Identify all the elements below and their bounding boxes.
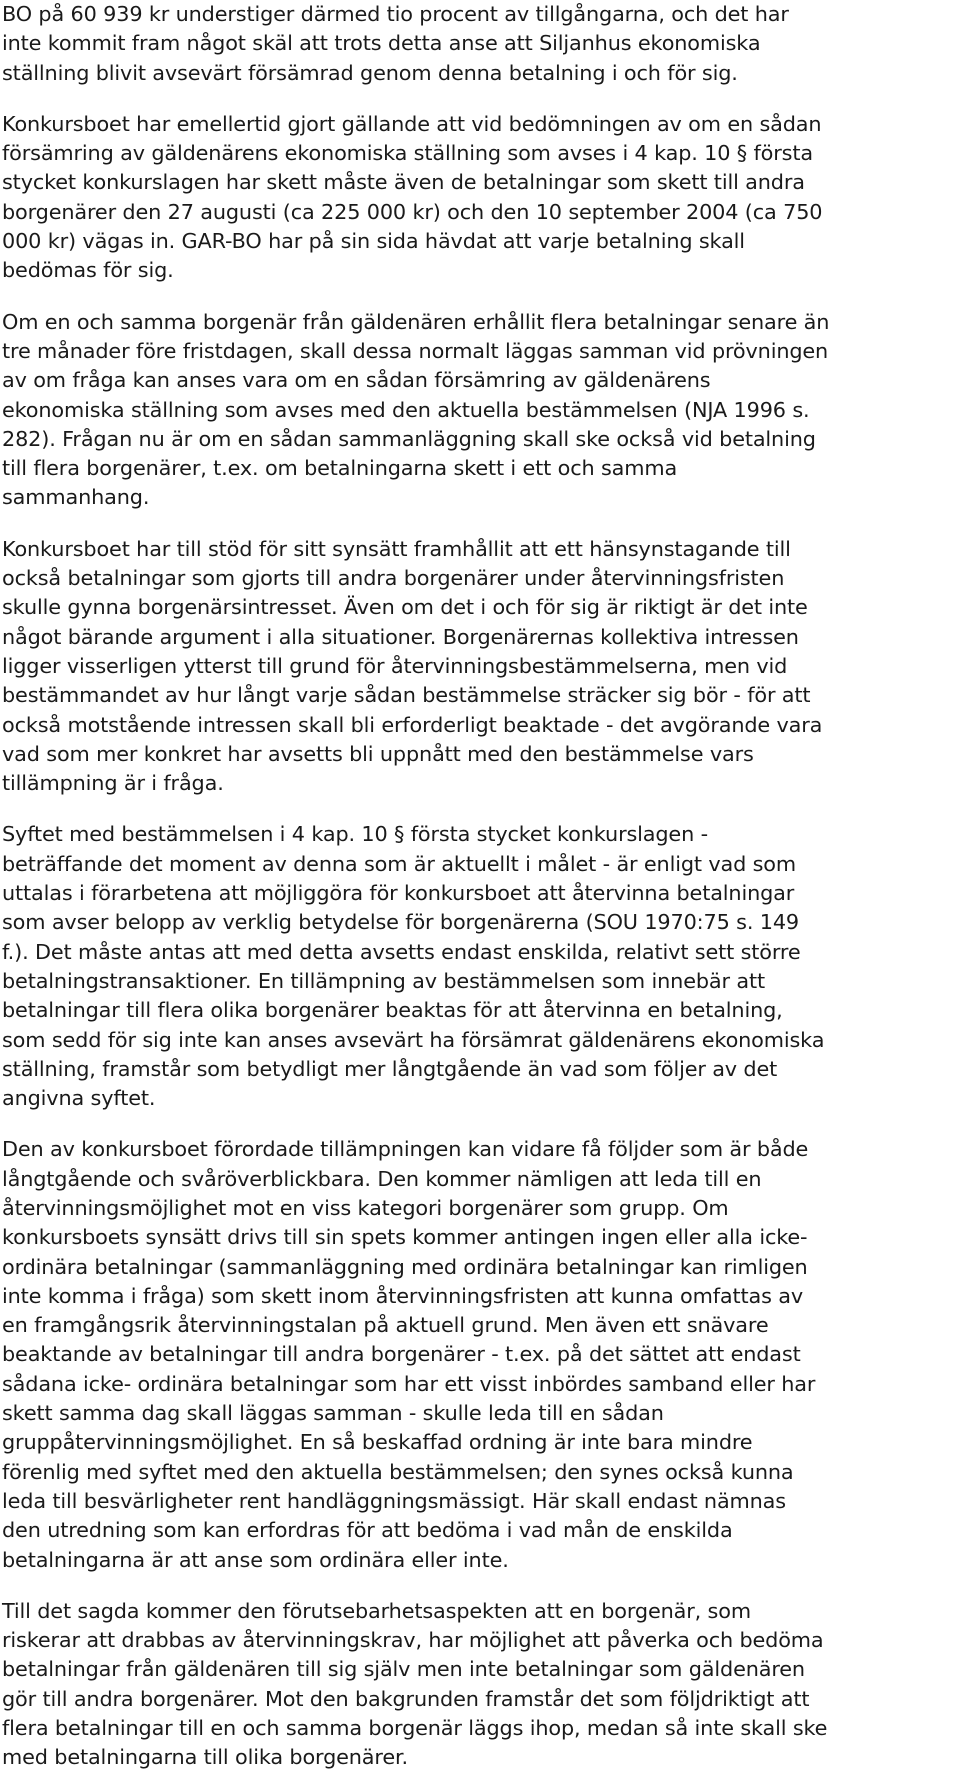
text-line: Konkursboet har till stöd för sitt synsätt framhållit att ett hänsynstagande till xyxy=(2,536,791,561)
paragraph-4 xyxy=(2,535,946,799)
text-line: stycket konkurslagen har skett måste även de betalningar som skett till andra xyxy=(2,170,805,195)
paragraph-3 xyxy=(2,308,946,513)
text-line: inte komma i fråga) som skett inom återvinningsfristen att kunna omfattas av xyxy=(2,1283,803,1308)
text-line: sammanhang. xyxy=(2,485,150,510)
text-line: bedömas för sig. xyxy=(2,258,174,283)
text-line: ligger visserligen ytterst till grund för återvinningsbestämmelserna, men vid xyxy=(2,653,788,678)
text-line: tillämpning är i fråga. xyxy=(2,771,224,796)
text-line: betalningar från gäldenären till sig själv men inte betalningar som gäldenären xyxy=(2,1657,805,1682)
text-line: betalningar till flera olika borgenärer beaktas för att återvinna en betalning, xyxy=(2,998,783,1023)
text-line: gör till andra borgenärer. Mot den bakgrunden framstår det som följdriktigt att xyxy=(2,1686,810,1711)
text-line: inte kommit fram något skäl att trots detta anse att Siljanhus ekonomiska xyxy=(2,31,761,56)
text-line: ställning blivit avsevärt försämrad genom denna betalning i och för sig. xyxy=(2,60,738,85)
text-line: skett samma dag skall läggas samman - skulle leda till en sådan xyxy=(2,1401,664,1426)
text-line: ordinära betalningar (sammanläggning med ordinära betalningar kan rimligen xyxy=(2,1254,808,1279)
text-line: också betalningar som gjorts till andra borgenärer under återvinningsfristen xyxy=(2,566,785,591)
text-line: försämring av gäldenärens ekonomiska ställning som avses i 4 kap. 10 § första xyxy=(2,141,813,166)
text-line: betalningarna är att anse som ordinära eller inte. xyxy=(2,1547,509,1572)
text-line: långtgående och svåröverblickbara. Den kommer nämligen att leda till en xyxy=(2,1166,762,1191)
text-line: ekonomiska ställning som avses med den aktuella bestämmelsen (NJA 1996 s. xyxy=(2,397,810,422)
text-line: bestämmandet av hur långt varje sådan bestämmelse sträcker sig bör - för att xyxy=(2,683,811,708)
text-line: Syftet med bestämmelsen i 4 kap. 10 § första stycket konkurslagen - xyxy=(2,822,708,847)
text-line: beaktande av betalningar till andra borgenärer - t.ex. på det sättet att endast xyxy=(2,1342,801,1367)
text-line: vad som mer konkret har avsetts bli uppnått med den bestämmelse vars xyxy=(2,741,754,766)
text-line: riskerar att drabbas av återvinningskrav, har möjlighet att påverka och bedöma xyxy=(2,1628,824,1653)
text-line: något bärande argument i alla situationer. Borgenärernas kollektiva intressen xyxy=(2,624,799,649)
paragraph-5 xyxy=(2,820,946,1113)
text-line: den utredning som kan erfordras för att bedöma i vad mån de enskilda xyxy=(2,1518,733,1543)
text-line: 282). Frågan nu är om en sådan sammanläggning skall ske också vid betalning xyxy=(2,426,816,451)
paragraph-2 xyxy=(2,110,946,286)
text-line: ställning, framstår som betydligt mer långtgående än vad som följer av det xyxy=(2,1056,778,1081)
text-line: också motstående intressen skall bli erforderligt beaktade - det avgörande vara xyxy=(2,712,823,737)
text-line: 000 kr) vägas in. GAR-BO har på sin sida hävdat att varje betalning skall xyxy=(2,229,745,254)
text-line: förenlig med syftet med den aktuella bestämmelsen; den synes också kunna xyxy=(2,1459,794,1484)
text-line: Den av konkursboet förordade tillämpningen kan vidare få följder som är både xyxy=(2,1137,809,1162)
text-line: Till det sagda kommer den förutsebarhetsaspekten att en borgenär, som xyxy=(2,1598,751,1623)
text-line: BO på 60 939 kr understiger därmed tio procent av tillgångarna, och det har xyxy=(2,2,789,26)
text-line: en framgångsrik återvinningstalan på aktuell grund. Men även ett snävare xyxy=(2,1313,769,1338)
text-line: som avser belopp av verklig betydelse för borgenärerna (SOU 1970:75 s. 149 xyxy=(2,910,800,935)
paragraph-7 xyxy=(2,1597,946,1773)
text-line: uttalas i förarbetena att möjliggöra för konkursboet att återvinna betalningar xyxy=(2,881,795,906)
text-line: gruppåtervinningsmöjlighet. En så beskaffad ordning är inte bara mindre xyxy=(2,1430,753,1455)
text-line: f.). Det måste antas att med detta avsetts endast enskilda, relativt sett större xyxy=(2,939,801,964)
text-line: Om en och samma borgenär från gäldenären erhållit flera betalningar senare än xyxy=(2,309,830,334)
text-line: borgenärer den 27 augusti (ca 225 000 kr) och den 10 september 2004 (ca 750 xyxy=(2,199,823,224)
text-line: Konkursboet har emellertid gjort gällande att vid bedömningen av om en sådan xyxy=(2,111,822,136)
text-line: tre månader före fristdagen, skall dessa normalt läggas samman vid prövningen xyxy=(2,338,829,363)
text-line: som sedd för sig inte kan anses avsevärt ha försämrat gäldenärens ekonomiska xyxy=(2,1027,825,1052)
text-line: skulle gynna borgenärsintresset. Även om det i och för sig är riktigt är det inte xyxy=(2,595,808,620)
text-line: sådana icke- ordinära betalningar som har ett visst inbördes samband eller har xyxy=(2,1371,816,1396)
text-line: leda till besvärligheter rent handläggningsmässigt. Här skall endast nämnas xyxy=(2,1488,786,1513)
text-line: betalningstransaktioner. En tillämpning av bestämmelsen som innebär att xyxy=(2,968,765,993)
text-line: med betalningarna till olika borgenärer. xyxy=(2,1745,408,1770)
paragraph-1 xyxy=(2,0,946,88)
text-line: konkursboets synsätt drivs till sin spets kommer antingen ingen eller alla icke- xyxy=(2,1225,808,1250)
text-line: angivna syftet. xyxy=(2,1086,156,1111)
text-line: beträffande det moment av denna som är aktuellt i målet - är enligt vad som xyxy=(2,851,796,876)
paragraph-6 xyxy=(2,1135,946,1574)
text-line: flera betalningar till en och samma borgenär läggs ihop, medan så inte skall ske xyxy=(2,1716,828,1741)
text-line: till flera borgenärer, t.ex. om betalningarna skett i ett och samma xyxy=(2,456,678,481)
text-line: av om fråga kan anses vara om en sådan försämring av gäldenärens xyxy=(2,368,711,393)
text-line: återvinningsmöjlighet mot en viss kategori borgenärer som grupp. Om xyxy=(2,1195,729,1220)
